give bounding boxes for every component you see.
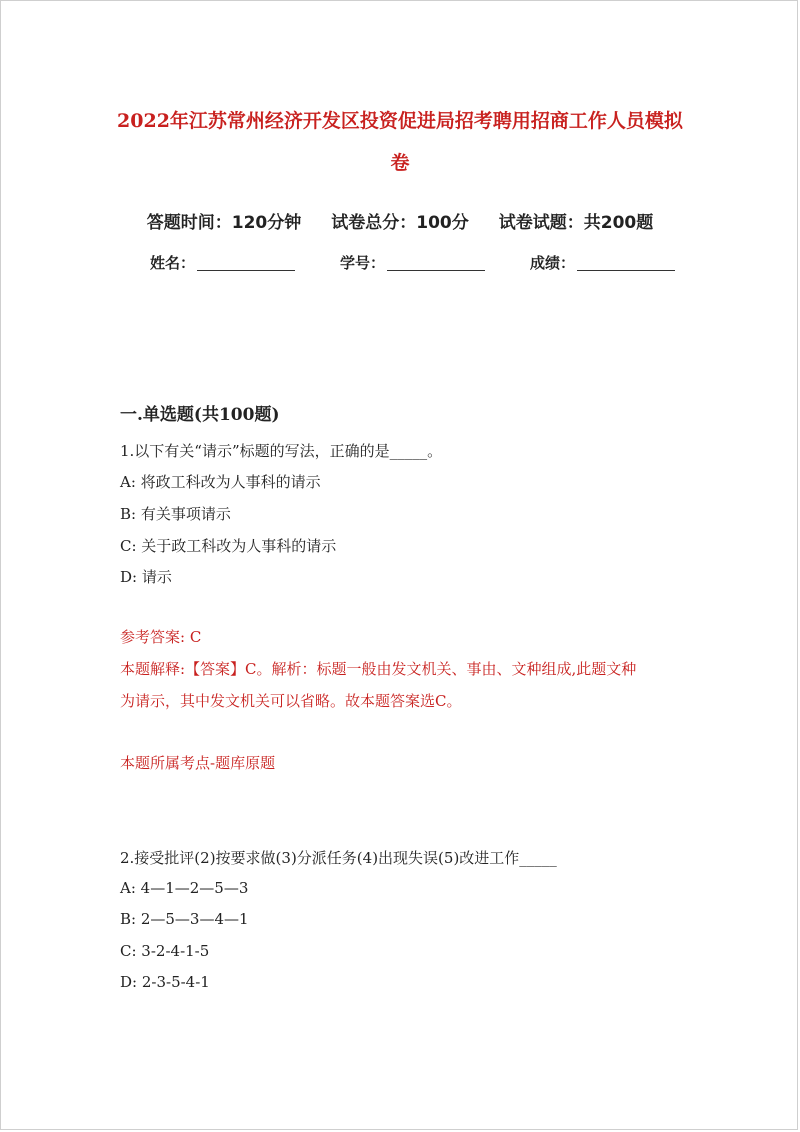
section-title: 一.单选题(共100题) bbox=[120, 405, 280, 425]
exam-info bbox=[0, 208, 800, 233]
question-1-option-d: D: 请示 bbox=[120, 568, 172, 586]
question-2-option-a: A: 4—1—2—5—3 bbox=[120, 879, 249, 897]
question-2-stem: 2.接受批评(2)按要求做(3)分派任务(4)出现失误(5)改进工作_____ bbox=[120, 849, 557, 867]
question-1-stem: 1.以下有关“请示”标题的写法，正确的是_____。 bbox=[120, 442, 443, 460]
score-blank[interactable] bbox=[577, 256, 675, 271]
question-1-option-c: C: 关于政工科改为人事科的请示 bbox=[120, 537, 337, 555]
score-label: 成绩： bbox=[530, 254, 576, 272]
question-1-source: 本题所属考点-题库原题 bbox=[120, 754, 276, 772]
student-id-label: 学号： bbox=[340, 254, 386, 272]
question-2-option-d: D: 2-3-5-4-1 bbox=[120, 973, 210, 991]
exam-time: 答题时间：120分钟 bbox=[146, 213, 302, 233]
question-1-option-a: A: 将政工科改为人事科的请示 bbox=[120, 473, 321, 491]
question-1-answer: 参考答案: C bbox=[120, 628, 202, 646]
score-field bbox=[530, 252, 675, 273]
question-2-option-c: C: 3-2-4-1-5 bbox=[120, 942, 210, 960]
question-1-explanation-line2: 为请示，其中发文机关可以省略。故本题答案选C。 bbox=[120, 692, 462, 710]
question-1-option-b: B: 有关事项请示 bbox=[120, 505, 231, 523]
question-1-explanation-line1: 本题解释:【答案】C。解析：标题一般由发文机关、事由、文种组成,此题文种 bbox=[120, 660, 637, 678]
student-id-field bbox=[340, 252, 485, 273]
question-2-option-b: B: 2—5—3—4—1 bbox=[120, 910, 249, 928]
exam-total-score: 试卷总分：100分 bbox=[331, 213, 469, 233]
name-field bbox=[150, 252, 295, 273]
exam-title-line2: 卷 bbox=[390, 152, 410, 174]
exam-title-line1: 2022年江苏常州经济开发区投资促进局招考聘用招商工作人员模拟 bbox=[117, 110, 683, 132]
name-label: 姓名： bbox=[150, 254, 196, 272]
student-id-blank[interactable] bbox=[387, 256, 485, 271]
name-blank[interactable] bbox=[197, 256, 295, 271]
exam-question-count: 试卷试题：共200题 bbox=[498, 213, 654, 233]
